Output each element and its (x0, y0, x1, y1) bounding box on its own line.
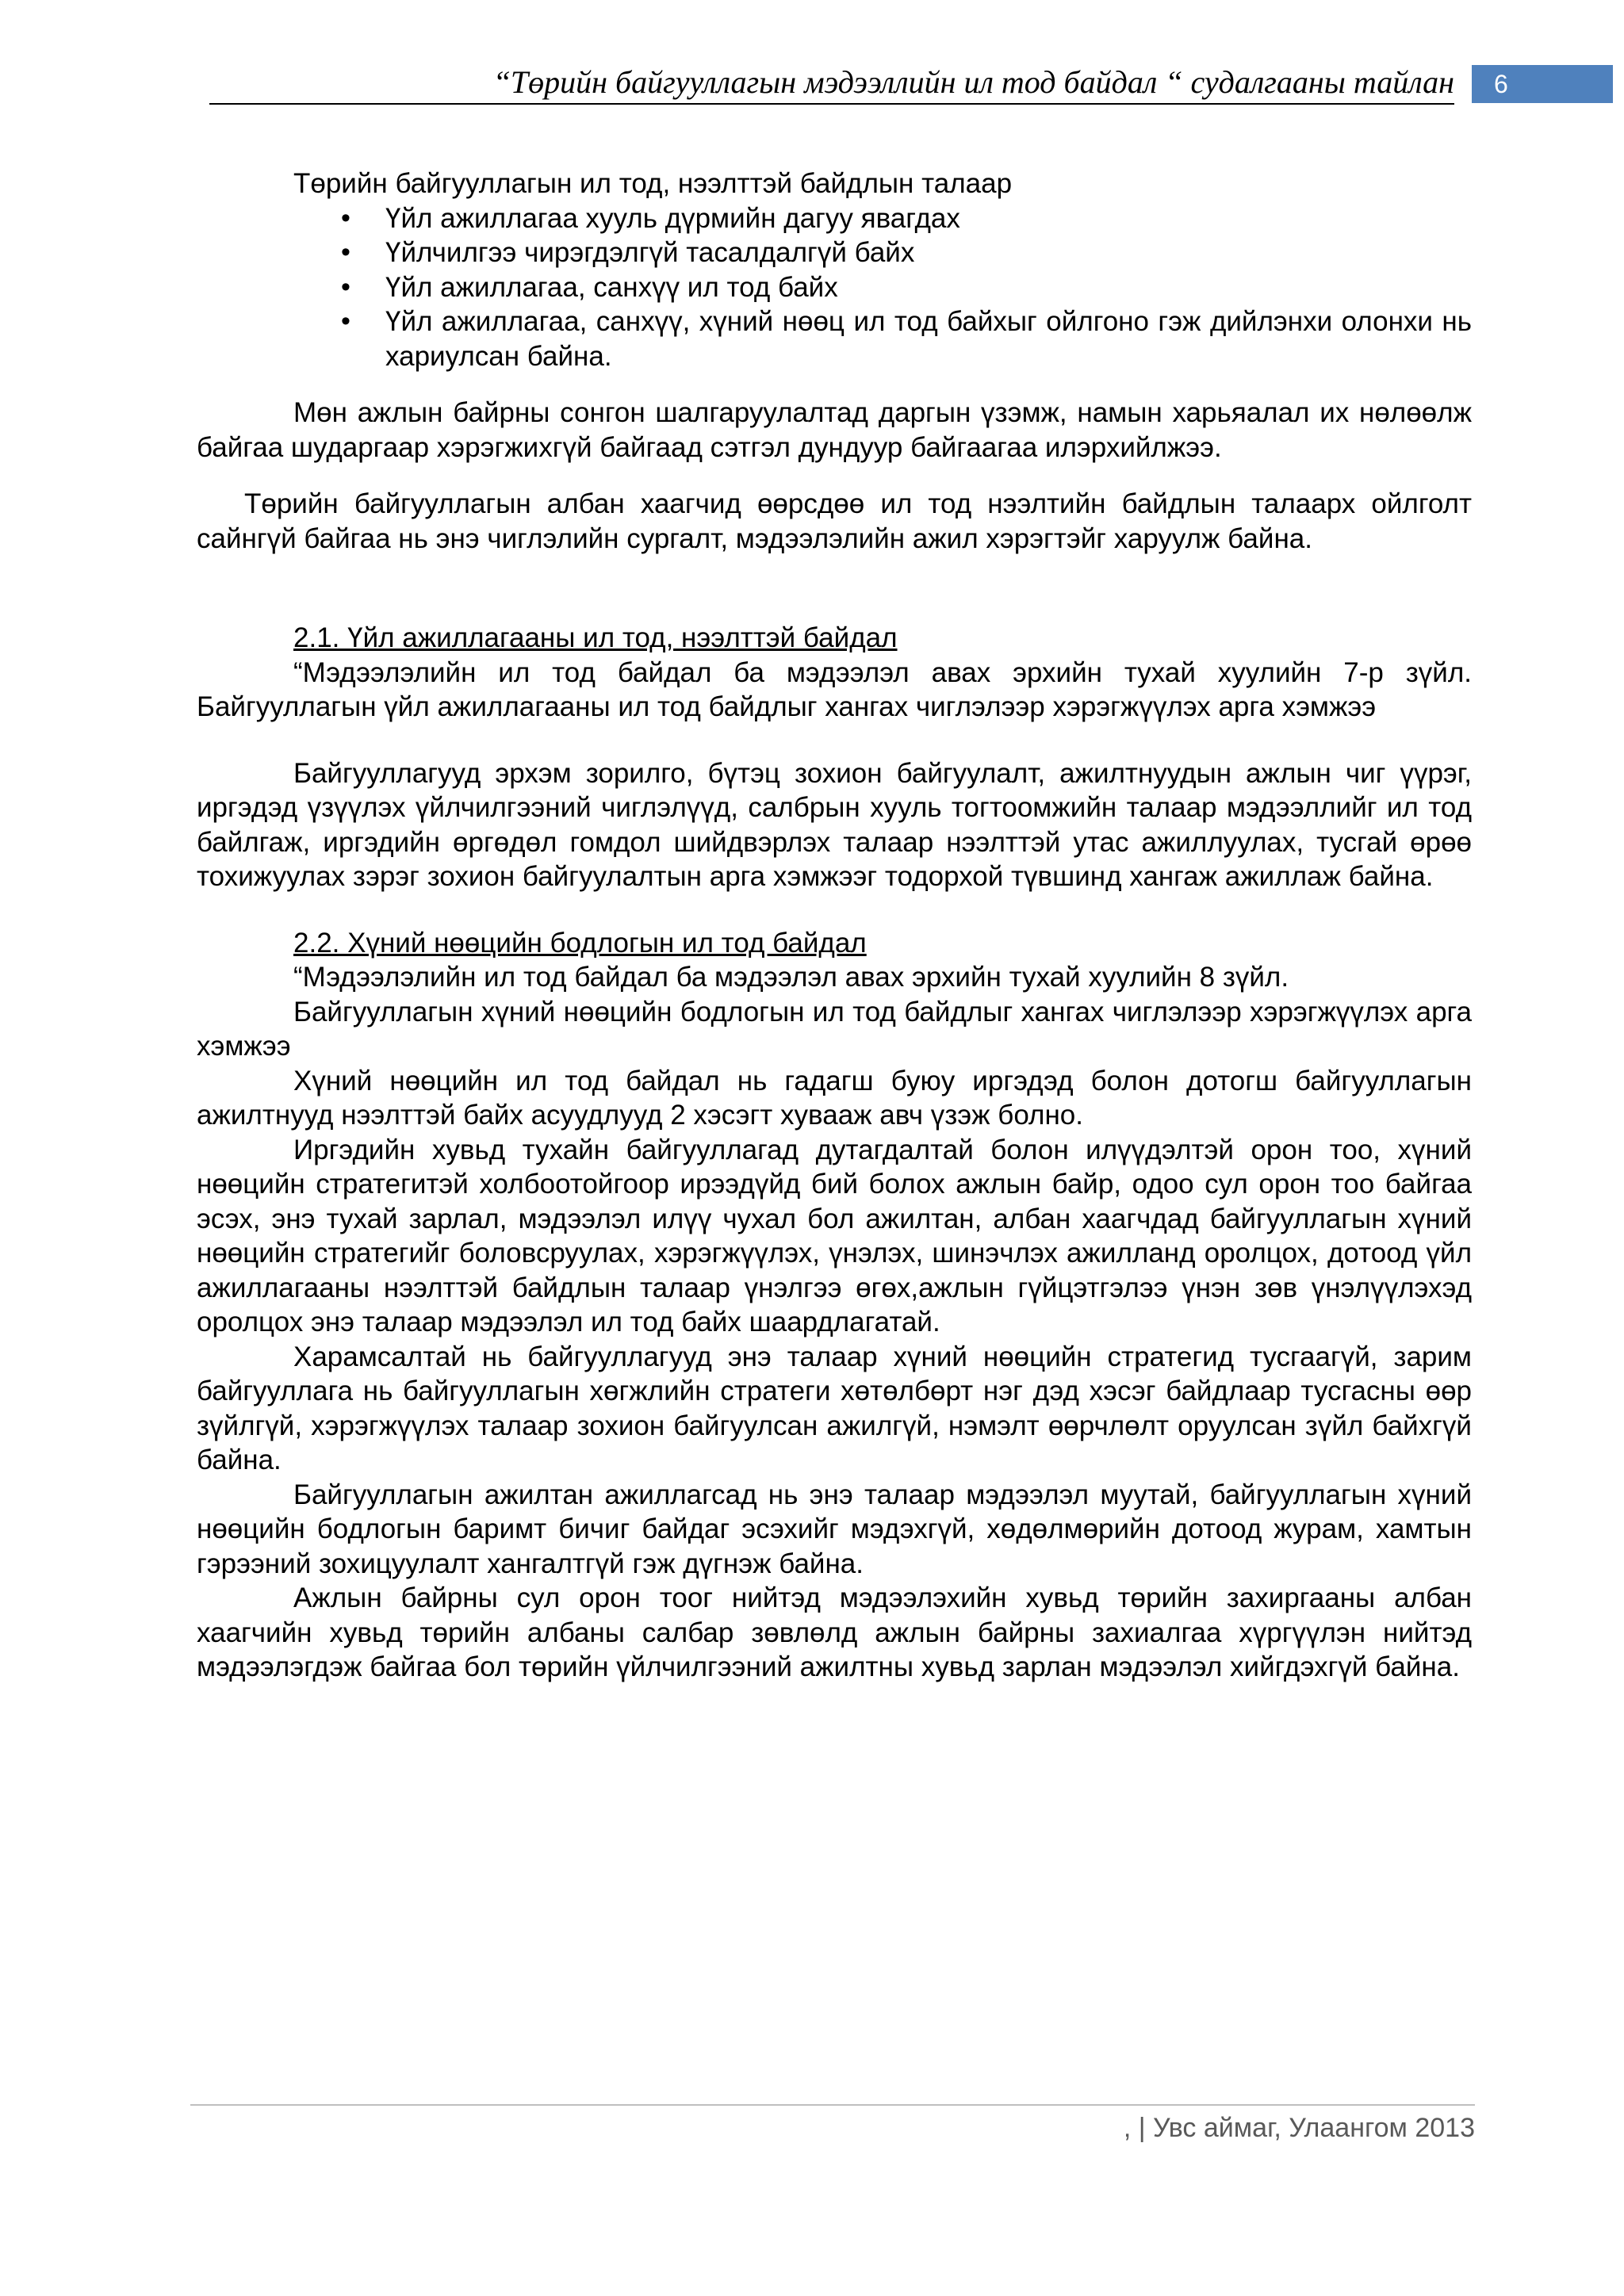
footer-divider (190, 2104, 1475, 2106)
list-item: • Үйлчилгээ чирэгдэлгүй тасалдалгүй байх (385, 235, 1472, 270)
document-body (197, 166, 1472, 1685)
list-item: • Үйл ажиллагаа, санхүү ил тод байх (385, 270, 1472, 305)
law-reference-2-1: “Мэдээлэлийн ил тод байдал ба мэдээлэл авах эрхийн тухай хуулийн 7-р зүйл. Байгууллагын үйл ажиллагааны ил тод байдлыг хангах чиглэлээр хэрэгжүүлэх арга хэмжээ (197, 656, 1472, 722)
paragraph-2-2-4: Байгууллагын ажилтан ажиллагсад нь энэ талаар мэдээлэл муутай, байгууллагын хүний нөөцийн бодлогын баримт бичиг байдаг эсэхийг мэдэхгүй, хөдөлмөрийн дотоод журам, хамтын гэрээний зохицуулалт хангалтгүй гэж дүгнэж байна. (197, 1479, 1472, 1579)
intro-line: Төрийн байгууллагын ил тод, нээлттэй байдлын талаар (293, 168, 1013, 199)
paragraph-selection: Мөн ажлын байрны сонгон шалгаруулалтад даргын үзэмж, намын харьяалал их нөлөөлж байгаа шударгаар хэрэгжихгүй байгаад сэтгэл дундуур байгаагаа илэрхийлжээ. (197, 397, 1472, 463)
header-title: “Төрийн байгууллагын мэдээллийн ил тод байдал “ судалгааны тайлан (492, 64, 1454, 100)
bullet-list (197, 201, 1472, 374)
bullet-icon: • (341, 237, 350, 267)
section-heading-2-2: 2.2. Хүний нөөцийн бодлогын ил тод байдал (293, 927, 867, 959)
paragraph-2-2-5: Ажлын байрны сул орон тоог нийтэд мэдээлэхийн хувьд төрийн захиргааны албан хаагчийн хувьд төрийн албаны салбар зөвлөлд ажлын байрны захиалгаа хүргүүлэн нийтэд мэдээлэгдэж байгаа бол төрийн үйлчилгээний ажилтны хувьд зарлан мэдээлэл хийгдэхгүй байна. (197, 1582, 1472, 1682)
page-number: 6 (1472, 65, 1613, 103)
paragraph-understanding: Төрийн байгууллагын албан хаагчид өөрсдөө ил тод нээлтийн байдлын талаарх ойлголт сайнгүй байгаа нь энэ чиглэлийн сургалт, мэдээлэлийн ажил хэрэгтэйг харуулж байна. (197, 488, 1472, 554)
paragraph-2-2-1: Хүний нөөцийн ил тод байдал нь гадагш буюу иргэдэд болон дотогш байгууллагын ажилтнууд нээлттэй байх асуудлууд 2 хэсэгт хувааж авч үзэж болно. (197, 1065, 1472, 1131)
bullet-icon: • (341, 306, 350, 336)
bullet-icon: • (341, 202, 350, 233)
paragraph-2-2-2: Иргэдийн хувьд тухайн байгууллагад дутагдалтай болон илүүдэлтэй орон тоо, хүний нөөцийн стратегитэй холбоотойгоор ирээдүйд бий болох ажлын байр, одоо сул орон тоо байгаа эсэх, энэ тухай зарлал, мэдээлэл илүү чухал бол ажилтан, албан хаагчдад байгууллагын хүний нөөцийн стратегийг боловсруулах, хэрэгжүүлэх, үнэлэх, шинэчлэх ажилланд оролцох, дотоод үйл ажиллагааны нээлттэй байдлын талаар үнэлгээ өгөх,ажлын гүйцэтгэлээ үнэн зөв үнэлүүлэхэд оролцох энэ талаар мэдээлэл ил тод байх шаардлагатай. (197, 1134, 1472, 1337)
law-reference-2-2: “Мэдээлэлийн ил тод байдал ба мэдээлэл авах эрхийн тухай хуулийн 8 зүйл. (293, 962, 1289, 993)
section-heading-2-1: 2.1. Үйл ажиллагааны ил тод, нээлттэй байдал (293, 622, 898, 653)
list-item: • Үйл ажиллагаа, санхүү, хүний нөөц ил тод байхыг ойлгоно гэж дийлэнхи олонхи нь хариулсан байна. (341, 306, 1472, 372)
paragraph-2-2-3: Харамсалтай нь байгууллагууд энэ талаар хүний нөөцийн стратегид тусгаагүй, зарим байгууллага нь байгууллагын хөгжлийн стратеги хөтөлбөрт нэг дэд хэсэг байдлаар тусгасны өөр зүйлгүй, хэрэгжүүлэх талаар зохион байгуулсан ажилгүй, нэмэлт өөрчлөлт оруулсан зүйл байхгүй байна. (197, 1341, 1472, 1475)
paragraph-2-1: Байгууллагууд эрхэм зорилго, бүтэц зохион байгуулалт, ажилтнуудын ажлын чиг үүрэг, иргэдэд үзүүлэх үйлчилгээний чиглэлүүд, салбрын хууль тогтоомжийн талаар мэдээллийг ил тод байлгаж, иргэдийн өргөдөл гомдол шийдвэрлэх талаар нээлттэй утас ажиллуулах, тусгай өрөө тохижуулах зэрэг зохион байгуулалтын арга хэмжээг тодорхой түвшинд хангаж ажиллаж байна. (197, 757, 1472, 892)
footer-text: , | Увс аймаг, Улаангом 2013 (1123, 2113, 1475, 2143)
bullet-icon: • (341, 271, 350, 302)
list-item: • Үйл ажиллагаа хууль дүрмийн дагуу явагдах (385, 201, 1472, 236)
paragraph-2-2-measure: Байгууллагын хүний нөөцийн бодлогын ил тод байдлыг хангах чиглэлээр хэрэгжүүлэх арга хэмжээ (197, 996, 1472, 1062)
page-header (209, 62, 1454, 105)
